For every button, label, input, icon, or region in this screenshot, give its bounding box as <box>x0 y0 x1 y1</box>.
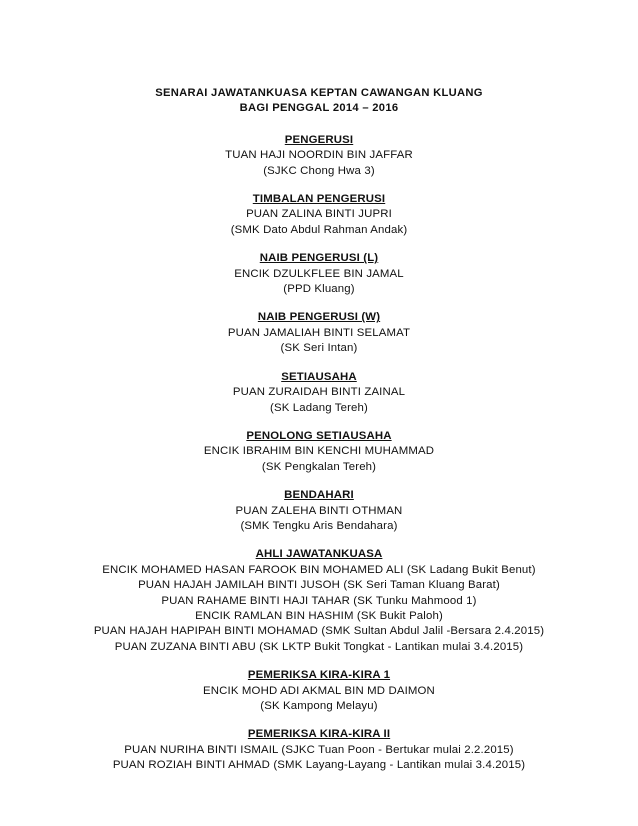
section-heading: PEMERIKSA KIRA-KIRA 1 <box>247 669 391 682</box>
section-bendahari <box>0 488 638 534</box>
member-school: (SK Seri Intan) <box>280 342 358 355</box>
member-school: (SMK Tengku Aris Bendahara) <box>240 519 398 532</box>
member-name: ENCIK MOHD ADI AKMAL BIN MD DAIMON <box>203 684 435 697</box>
section-heading: NAIB PENGERUSI (W) <box>257 311 381 324</box>
section-heading: PEMERIKSA KIRA-KIRA II <box>247 728 391 741</box>
member-school: (SJKC Chong Hwa 3) <box>263 164 375 177</box>
section-heading: TIMBALAN PENGERUSI <box>252 193 386 206</box>
member-line: PUAN HAJAH JAMILAH BINTI JUSOH (SK Seri Taman Kluang Barat) <box>138 579 500 592</box>
document-body <box>0 86 638 787</box>
member-school: (SK Pengkalan Tereh) <box>261 460 377 473</box>
member-name: TUAN HAJI NOORDIN BIN JAFFAR <box>225 149 413 162</box>
section-penolong-setiausaha <box>0 429 638 475</box>
member-name: PUAN ZURAIDAH BINTI ZAINAL <box>232 386 406 399</box>
member-line: PUAN ZUZANA BINTI ABU (SK LKTP Bukit Tongkat - Lantikan mulai 3.4.2015) <box>114 640 524 653</box>
member-line: ENCIK RAMLAN BIN HASHIM (SK Bukit Paloh) <box>195 609 443 622</box>
section-ahli-jawatankuasa <box>0 547 638 655</box>
document-title-block <box>0 86 638 117</box>
section-heading: BENDAHARI <box>284 489 354 502</box>
member-school: (SMK Dato Abdul Rahman Andak) <box>230 223 408 236</box>
member-school: (SK Ladang Tereh) <box>270 401 368 414</box>
member-name: PUAN ZALEHA BINTI OTHMAN <box>235 504 403 517</box>
member-school: (PPD Kluang) <box>283 283 355 296</box>
section-heading: AHLI JAWATANKUASA <box>255 548 383 561</box>
section-heading: SETIAUSAHA <box>281 370 357 383</box>
section-pengerusi <box>0 133 638 179</box>
member-name: ENCIK IBRAHIM BIN KENCHI MUHAMMAD <box>203 445 435 458</box>
document-subtitle: BAGI PENGGAL 2014 – 2016 <box>239 102 399 115</box>
section-setiausaha <box>0 370 638 416</box>
member-name: ENCIK DZULKFLEE BIN JAMAL <box>234 267 404 280</box>
section-heading: PENOLONG SETIAUSAHA <box>246 429 392 442</box>
member-line: PUAN HAJAH HAPIPAH BINTI MOHAMAD (SMK Sultan Abdul Jalil -Bersara 2.4.2015) <box>93 625 545 638</box>
section-pemeriksa-kira-kira-2 <box>0 727 638 773</box>
document-title: SENARAI JAWATANKUASA KEPTAN CAWANGAN KLUANG <box>155 87 483 99</box>
member-name: PUAN ZALINA BINTI JUPRI <box>246 208 392 221</box>
member-line: ENCIK MOHAMED HASAN FAROOK BIN MOHAMED ALI (SK Ladang Bukit Benut) <box>102 563 536 576</box>
member-line: PUAN RAHAME BINTI HAJI TAHAR (SK Tunku Mahmood 1) <box>161 594 477 607</box>
section-naib-pengerusi-w <box>0 310 638 356</box>
section-naib-pengerusi-l <box>0 251 638 297</box>
section-heading: PENGERUSI <box>284 133 354 146</box>
member-school: (SK Kampong Melayu) <box>260 700 378 712</box>
member-name: PUAN JAMALIAH BINTI SELAMAT <box>227 326 411 339</box>
member-line: PUAN ROZIAH BINTI AHMAD (SMK Layang-Layang - Lantikan mulai 3.4.2015) <box>112 759 526 772</box>
section-pemeriksa-kira-kira-1 <box>0 668 638 714</box>
section-timbalan-pengerusi <box>0 192 638 238</box>
member-line: PUAN NURIHA BINTI ISMAIL (SJKC Tuan Poon - Bertukar mulai 2.2.2015) <box>124 743 514 756</box>
section-heading: NAIB PENGERUSI (L) <box>259 252 379 265</box>
